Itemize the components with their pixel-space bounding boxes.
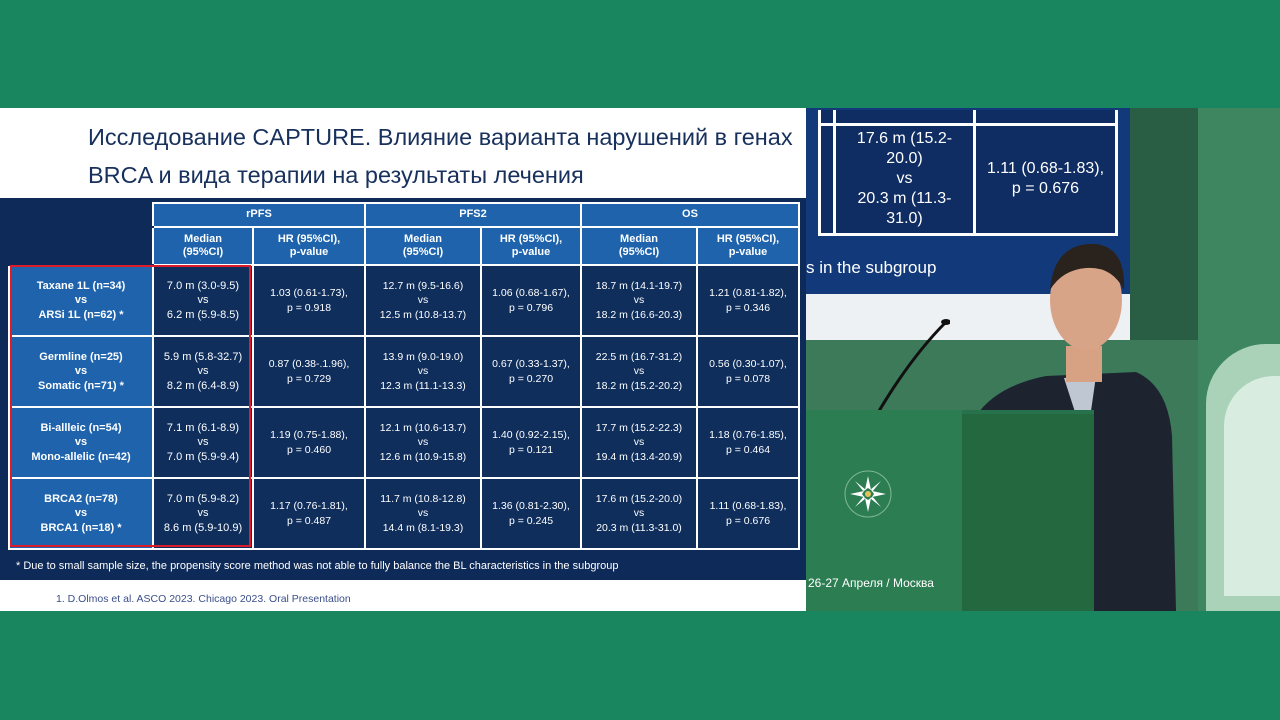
screen-partial-text: s in the subgroup <box>806 258 937 277</box>
row-label: Taxane 1L (n=34) vs ARSi 1L (n=62) * <box>9 265 153 336</box>
rpfs-hr-cell: 0.87 (0.38-.1.96), p = 0.729 <box>253 336 365 407</box>
speaker-camera-view <box>806 108 1280 611</box>
table-row <box>9 336 799 407</box>
os-median-cell: 17.6 m (15.2-20.0) vs 20.3 m (11.3-31.0) <box>581 478 697 549</box>
subheader-hr: HR (95%CI), p-value <box>253 227 365 265</box>
os-hr-cell: 1.11 (0.68-1.83), p = 0.676 <box>697 478 799 549</box>
rpfs-hr-cell: 1.03 (0.61-1.73), p = 0.918 <box>253 265 365 336</box>
group-header-rpfs: rPFS <box>153 203 365 227</box>
rpfs-median-cell: 7.1 m (6.1-8.9) vs 7.0 m (5.9-9.4) <box>153 407 253 478</box>
rpfs-median-cell: 5.9 m (5.8-32.7) vs 8.2 m (6.4-8.9) <box>153 336 253 407</box>
presentation-slide <box>0 108 806 611</box>
pfs2-hr-cell: 1.36 (0.81-2.30), p = 0.245 <box>481 478 581 549</box>
subheader-median: Median (95%CI) <box>581 227 697 265</box>
os-hr-cell: 0.56 (0.30-1.07), p = 0.078 <box>697 336 799 407</box>
rpfs-hr-cell: 1.19 (0.75-1.88), p = 0.460 <box>253 407 365 478</box>
subheader-median: Median (95%CI) <box>153 227 253 265</box>
podium-side <box>962 414 1094 611</box>
screen-median-cell: 17.6 m (15.2-20.0) vs 20.3 m (11.3-31.0) <box>835 124 975 234</box>
subheader-hr: HR (95%CI), p-value <box>697 227 799 265</box>
podium-date-text: 26-27 Апреля / Москва <box>808 576 934 590</box>
table-corner <box>9 203 153 227</box>
pfs2-hr-cell: 1.40 (0.92-2.15), p = 0.121 <box>481 407 581 478</box>
table-footnote: * Due to small sample size, the propensity score method was not able to fully balance the BL characteristics in the subgroup <box>16 560 619 572</box>
row-label: BRCA2 (n=78) vs BRCA1 (n=18) * <box>9 478 153 549</box>
table-panel <box>0 198 806 580</box>
group-header-row <box>9 203 799 227</box>
rpfs-hr-cell: 1.17 (0.76-1.81), p = 0.487 <box>253 478 365 549</box>
conference-logo-icon <box>844 470 892 518</box>
pfs2-median-cell: 12.1 m (10.6-13.7) vs 12.6 m (10.9-15.8) <box>365 407 481 478</box>
os-median-cell: 18.7 m (14.1-19.7) vs 18.2 m (16.6-20.3) <box>581 265 697 336</box>
group-header-os: OS <box>581 203 799 227</box>
screen-cell <box>835 110 975 124</box>
slide-title: Исследование CAPTURE. Влияние варианта нарушений в генах BRCA и вида терапии на результаты лечения <box>88 124 793 188</box>
sub-header-row <box>9 227 799 265</box>
row-label: Germline (n=25) vs Somatic (n=71) * <box>9 336 153 407</box>
screen-hr-cell: 1.11 (0.68-1.83), p = 0.676 <box>975 124 1117 234</box>
os-median-cell: 22.5 m (16.7-31.2) vs 18.2 m (15.2-20.2) <box>581 336 697 407</box>
table-corner <box>9 227 153 265</box>
table-row <box>9 265 799 336</box>
screen-cell <box>820 124 835 234</box>
table-row <box>9 478 799 549</box>
screen-cell <box>975 110 1117 124</box>
pfs2-hr-cell: 1.06 (0.68-1.67), p = 0.796 <box>481 265 581 336</box>
wall-decoration <box>1224 376 1280 596</box>
os-median-cell: 17.7 m (15.2-22.3) vs 19.4 m (13.4-20.9) <box>581 407 697 478</box>
pfs2-median-cell: 11.7 m (10.8-12.8) vs 14.4 m (8.1-19.3) <box>365 478 481 549</box>
pfs2-hr-cell: 0.67 (0.33-1.37), p = 0.270 <box>481 336 581 407</box>
os-hr-cell: 1.21 (0.81-1.82), p = 0.346 <box>697 265 799 336</box>
row-label: Bi-allleic (n=54) vs Mono-allelic (n=42) <box>9 407 153 478</box>
screen-cell <box>820 110 835 124</box>
group-header-pfs2: PFS2 <box>365 203 581 227</box>
source-citation: 1. D.Olmos et al. ASCO 2023. Chicago 2023. Oral Presentation <box>56 593 351 605</box>
subheader-median: Median (95%CI) <box>365 227 481 265</box>
pfs2-median-cell: 13.9 m (9.0-19.0) vs 12.3 m (11.1-13.3) <box>365 336 481 407</box>
rpfs-median-cell: 7.0 m (3.0-9.5) vs 6.2 m (5.9-8.5) <box>153 265 253 336</box>
rpfs-median-cell: 7.0 m (5.9-8.2) vs 8.6 m (5.9-10.9) <box>153 478 253 549</box>
subheader-hr: HR (95%CI), p-value <box>481 227 581 265</box>
table-row <box>9 407 799 478</box>
pfs2-median-cell: 12.7 m (9.5-16.6) vs 12.5 m (10.8-13.7) <box>365 265 481 336</box>
results-table <box>8 202 800 550</box>
os-hr-cell: 1.18 (0.76-1.85), p = 0.464 <box>697 407 799 478</box>
